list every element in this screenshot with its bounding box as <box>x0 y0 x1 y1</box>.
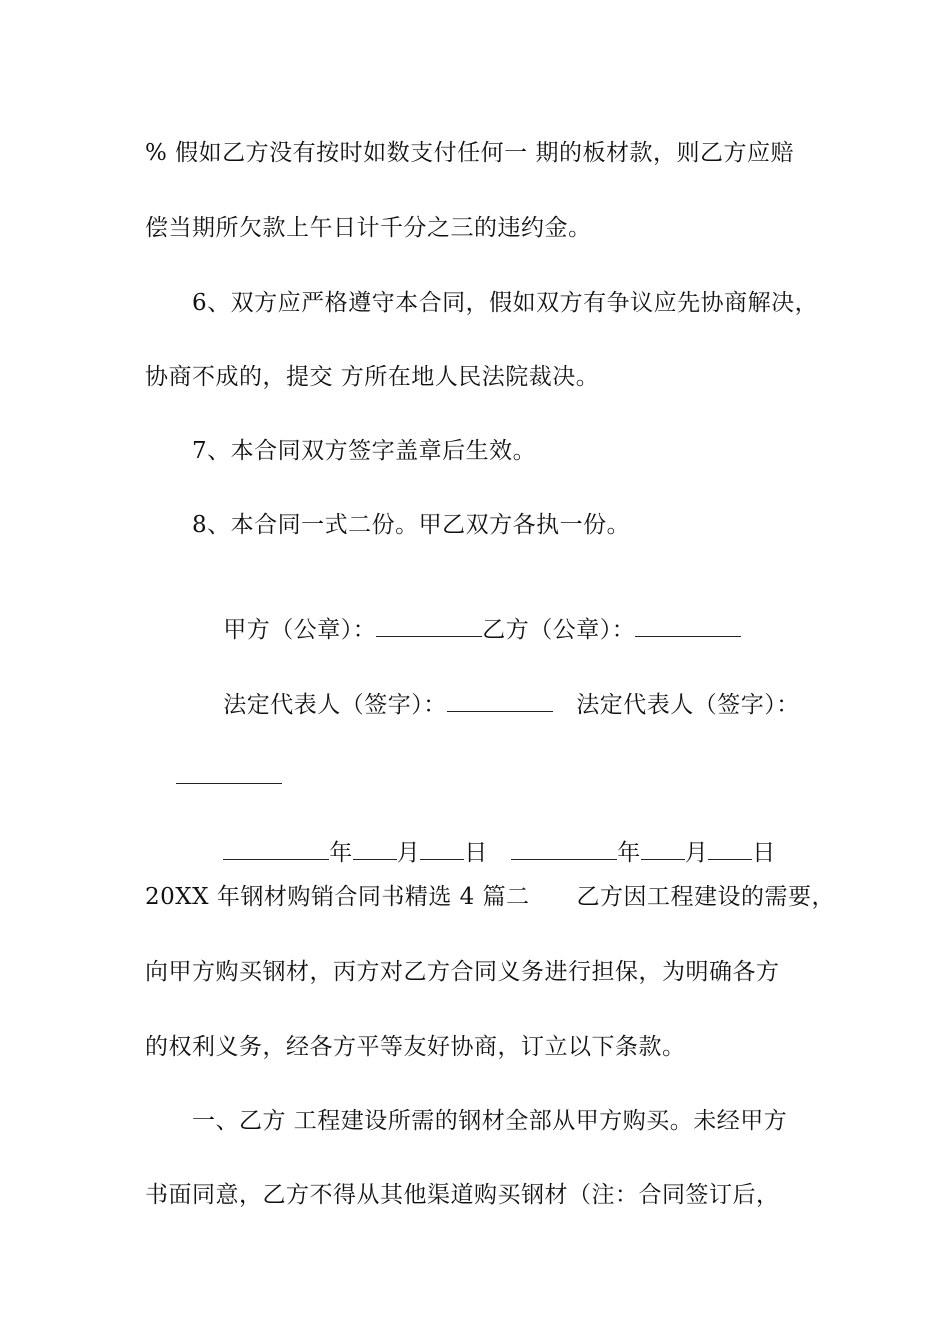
year-label: 年 <box>617 840 641 866</box>
party-b-seal-label: 乙方（公章）： <box>482 617 636 643</box>
party-b-rep-blank <box>176 763 282 784</box>
party-a-rep-label: 法定代表人（签字）： <box>223 692 447 718</box>
representative-line <box>192 660 800 750</box>
year-label: 年 <box>329 840 353 866</box>
text-line: 向甲方购买钢材，丙方对乙方合同义务进行担保，为明确各方 <box>145 959 780 985</box>
month-label: 月 <box>684 840 709 866</box>
clause-6: 6、双方应严格遵守本合同，假如双方有争议应先协商解决， <box>192 290 819 316</box>
date-b-year-blank <box>511 839 617 860</box>
day-label: 日 <box>752 840 776 866</box>
date-a-year-blank <box>223 839 329 860</box>
clause-8: 8、本合同一式二份。甲乙双方各执一份。 <box>192 512 631 538</box>
clause-7: 7、本合同双方签字盖章后生效。 <box>192 438 537 464</box>
party-a-rep-blank <box>447 691 553 712</box>
day-label: 日 <box>464 840 488 866</box>
text-line: 协商不成的，提交 方所在地人民法院裁决。 <box>145 364 600 390</box>
text-line: 偿当期所欠款上午日计千分之三的违约金。 <box>145 215 592 241</box>
month-label: 月 <box>396 840 421 866</box>
date-a-day-blank <box>420 839 464 860</box>
party-b-rep-label: 法定代表人（签字）： <box>576 692 800 718</box>
text-line: % 假如乙方没有按时如数支付任何一 期的板材款，则乙方应赔 <box>145 140 794 166</box>
date-b-day-blank <box>708 839 752 860</box>
text-line: 书面同意，乙方不得从其他渠道购买钢材（注：合同签订后， <box>145 1182 780 1208</box>
party-a-seal-label: 甲方（公章）： <box>223 617 377 643</box>
text-line: 的权利义务，经各方平等友好协商，订立以下条款。 <box>145 1034 686 1060</box>
party-b-seal-blank <box>635 616 741 637</box>
clause-one: 一、乙方 工程建设所需的钢材全部从甲方购买。未经甲方 <box>192 1108 788 1134</box>
section-heading: 20XX 年钢材购销合同书精选 4 篇二 乙方因工程建设的需要， <box>145 884 835 910</box>
date-b-month-blank <box>641 839 685 860</box>
date-a-month-blank <box>353 839 397 860</box>
party-a-seal-blank <box>376 616 482 637</box>
